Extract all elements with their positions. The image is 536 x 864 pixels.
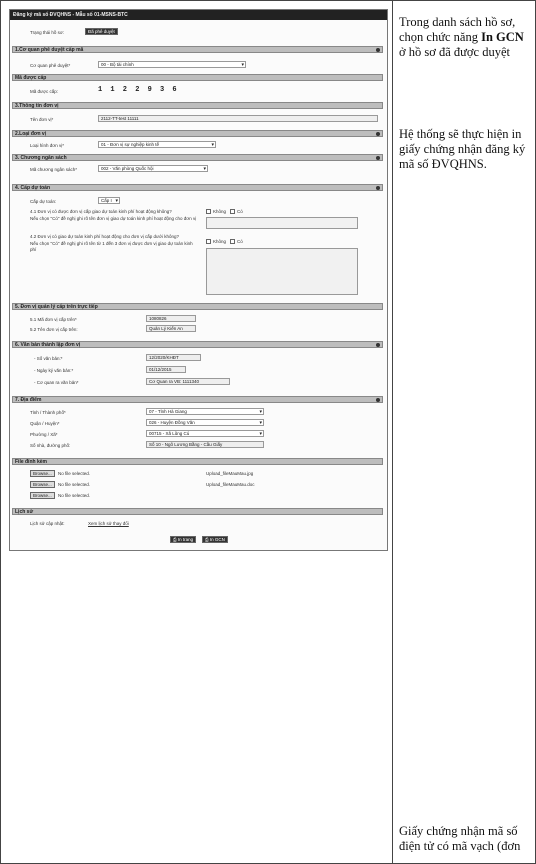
history-link[interactable]: Xem lịch sử thay đổi — [88, 521, 129, 526]
question-1-note: Nếu chọn "Có" đề nghị ghi rõ tên đơn vị giao dự toán kinh phí hoạt động cho đơn vị — [30, 216, 197, 221]
collapse-icon[interactable] — [376, 343, 380, 347]
question-2-note: Nếu chọn "Có" đề nghị ghi rõ tên từ 1 đến 3 đơn vị được đơn vị giao dự toán kinh phí — [30, 241, 193, 252]
q2-textarea[interactable] — [206, 248, 358, 295]
decision-number-label: - Số văn bản:* — [34, 356, 63, 361]
section-attachments: File đính kèm — [12, 458, 383, 465]
code-label: Mã được cấp: — [30, 89, 58, 94]
district-select[interactable]: 026 - Huyện Đồng Văn ▾ — [146, 419, 264, 426]
ward-label: Phường / Xã* — [30, 432, 58, 437]
section-approve-agency: 1.Cơ quan phê duyệt cấp mã — [12, 46, 383, 53]
description-step-3: Giấy chứng nhận mã số điện tử có mã vạch (đơn — [399, 824, 521, 853]
description-step-1: Trong danh sách hồ sơ, chọn chức năng In GCN ở hồ sơ đã được duyệt — [399, 15, 524, 59]
decision-number-input[interactable]: 12/2020/KHĐT — [146, 354, 201, 361]
browse-button-3[interactable]: Browse... — [30, 492, 55, 499]
collapse-icon[interactable] — [376, 48, 380, 52]
q1-yes-label: Có — [237, 209, 243, 214]
section-budget-chapter: 3. Chương ngân sách — [12, 154, 383, 161]
decision-issuer-input[interactable]: Cơ Quan ra VB: 1111340 — [146, 378, 230, 385]
description-column — [392, 1, 536, 863]
status-label: Trạng thái hồ sơ: — [30, 30, 65, 35]
unit-name-label: Tên đơn vị* — [30, 117, 54, 122]
street-label: Số nhà, đường phố: — [30, 443, 71, 448]
no-file-text-2: No file selected. — [58, 482, 91, 487]
section-code: Mã được cấp — [12, 74, 383, 81]
province-label: Tỉnh / Thành phố* — [30, 410, 66, 415]
collapse-icon[interactable] — [376, 156, 380, 160]
section-unit-type: 2.Loại đơn vị — [12, 130, 383, 137]
q1-textarea[interactable] — [206, 217, 358, 229]
no-file-text-3: No file selected. — [58, 493, 91, 498]
budget-level-label: Cấp dự toán: — [30, 199, 57, 204]
browse-button-1[interactable]: Browse... — [30, 470, 55, 477]
section-history: Lịch sử — [12, 508, 383, 515]
collapse-icon[interactable] — [376, 398, 380, 402]
attachment-file-2[interactable]: Upload_fileMauMau.doc — [206, 482, 255, 487]
q2-no-checkbox[interactable] — [206, 239, 211, 244]
district-label: Quận / Huyện* — [30, 421, 60, 426]
section-budget-level: 4. Cấp dự toán — [12, 184, 383, 191]
form-title: Đăng ký mã số ĐVQHNS - Mẫu số 01-MSNS-BTC — [10, 10, 387, 20]
superior-name-input[interactable]: Quản Lý Kiến An — [146, 325, 196, 332]
unit-name-input[interactable]: 2112-TT-test 11111 — [98, 115, 378, 122]
approve-agency-select[interactable]: 00 - Bộ tài chính ▾ — [98, 61, 246, 68]
collapse-icon[interactable] — [376, 132, 380, 136]
print-receipt-button[interactable]: ⎙ In trang — [170, 536, 196, 543]
section-unit-info: 3.Thông tin đơn vị — [12, 102, 383, 109]
superior-code-input[interactable]: 1080826 — [146, 315, 196, 322]
question-2: 4.2 Đơn vị có giao dự toán kinh phí hoạt động cho đơn vị cấp dưới không? — [30, 234, 179, 239]
description-step-2: Hệ thống sẽ thực hiện in giấy chứng nhận đăng ký mã số ĐVQHNS. — [399, 127, 526, 171]
superior-name-label: 5.2 Tên đơn vị cấp trên: — [30, 327, 78, 332]
decision-date-input[interactable]: 01/12/2015 — [146, 366, 186, 373]
q2-no-label: Không — [213, 239, 227, 244]
street-input[interactable]: Số 10 - Ngõ Lương Bằng - Cầu Giấy — [146, 441, 264, 448]
superior-code-label: 5.1 Mã đơn vị cấp trên* — [30, 317, 77, 322]
code-value: 1 1 2 2 9 3 6 — [98, 86, 179, 94]
q2-yes-checkbox[interactable] — [230, 239, 235, 244]
browse-button-2[interactable]: Browse... — [30, 481, 55, 488]
status-badge: Đã phê duyệt — [85, 28, 118, 35]
decision-date-label: - Ngày ký văn bản:* — [34, 368, 74, 373]
ward-select[interactable]: 00715 - Xã Lũng Cú ▾ — [146, 430, 264, 437]
attachment-file-1[interactable]: Upload_fileMauMau.jpg — [206, 471, 254, 476]
q2-yes-label: Có — [237, 239, 243, 244]
history-label: Lịch sử cập nhật: — [30, 521, 65, 526]
section-decision: 6. Văn bản thành lập đơn vị — [12, 341, 383, 348]
decision-issuer-label: - Cơ quan ra văn bản* — [34, 380, 79, 385]
registration-form — [9, 9, 388, 551]
collapse-icon[interactable] — [376, 186, 380, 190]
budget-chapter-select[interactable]: 002 - Văn phòng Quốc hội ▾ — [98, 165, 208, 172]
print-certificate-button[interactable]: ⎙ In GCN — [202, 536, 228, 543]
unit-type-label: Loại hình đơn vị* — [30, 143, 64, 148]
budget-chapter-label: Mã chương ngân sách* — [30, 167, 77, 172]
question-1: 4.1 Đơn vị có được đơn vị cấp giao dự toán kinh phí hoạt động không? — [30, 209, 172, 214]
q1-no-checkbox[interactable] — [206, 209, 211, 214]
q1-no-label: Không — [213, 209, 227, 214]
unit-type-select[interactable]: 01 - Đơn vị sự nghiệp kinh tế ▾ — [98, 141, 216, 148]
section-location: 7. Địa điểm — [12, 396, 383, 403]
no-file-text-1: No file selected. — [58, 471, 91, 476]
province-select[interactable]: 07 - Tỉnh Hà Giang ▾ — [146, 408, 264, 415]
section-superior: 5. Đơn vị quản lý cấp trên trực tiếp — [12, 303, 383, 310]
q1-yes-checkbox[interactable] — [230, 209, 235, 214]
budget-level-select[interactable]: Cấp I ▾ — [98, 197, 120, 204]
approve-agency-label: Cơ quan phê duyệt* — [30, 63, 71, 68]
